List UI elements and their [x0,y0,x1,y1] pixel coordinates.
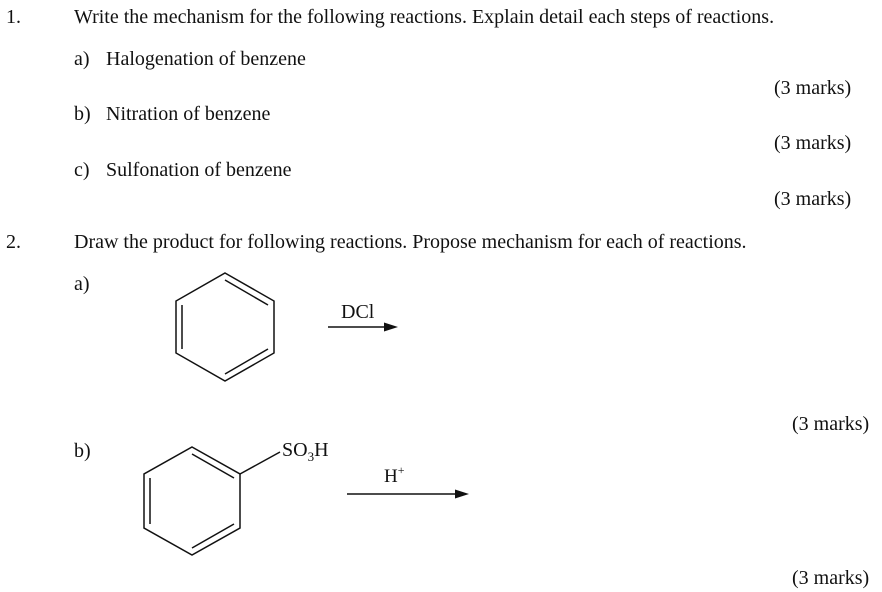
question-1c-text: Sulfonation of benzene [106,159,292,181]
question-1a-marks: (3 marks) [774,77,852,99]
question-2a-label: a) [74,273,90,295]
question-2-number: 2. [6,231,21,253]
question-1-prompt: Write the mechanism for the following reactions. Explain detail each steps of reactions. [74,6,775,28]
question-2-prompt: Draw the product for following reactions. Propose mechanism for each of reactions. [74,231,747,253]
benzene-ring-2a [176,273,274,381]
question-2b-label: b) [74,440,91,462]
benzene-ring-2b [144,447,280,555]
question-1a-text: Halogenation of benzene [106,48,306,70]
question-1-number: 1. [6,6,21,28]
reagent-h-plus: H+ [384,463,405,487]
question-1b-text: Nitration of benzene [106,103,271,125]
question-2a-marks: (3 marks) [792,413,870,435]
substituent-so3h: $SO_3H$ [282,439,329,464]
question-2b-marks: (3 marks) [792,567,870,589]
reaction-arrow-2a [328,323,398,332]
question-1c-marks: (3 marks) [774,188,852,210]
question-1b-marks: (3 marks) [774,132,852,154]
reaction-arrow-2b [347,490,469,499]
question-1c-label: c) [74,159,90,181]
reagent-dcl: DCl [341,301,375,323]
question-1a-label: a) [74,48,90,70]
question-1b-label: b) [74,103,91,125]
